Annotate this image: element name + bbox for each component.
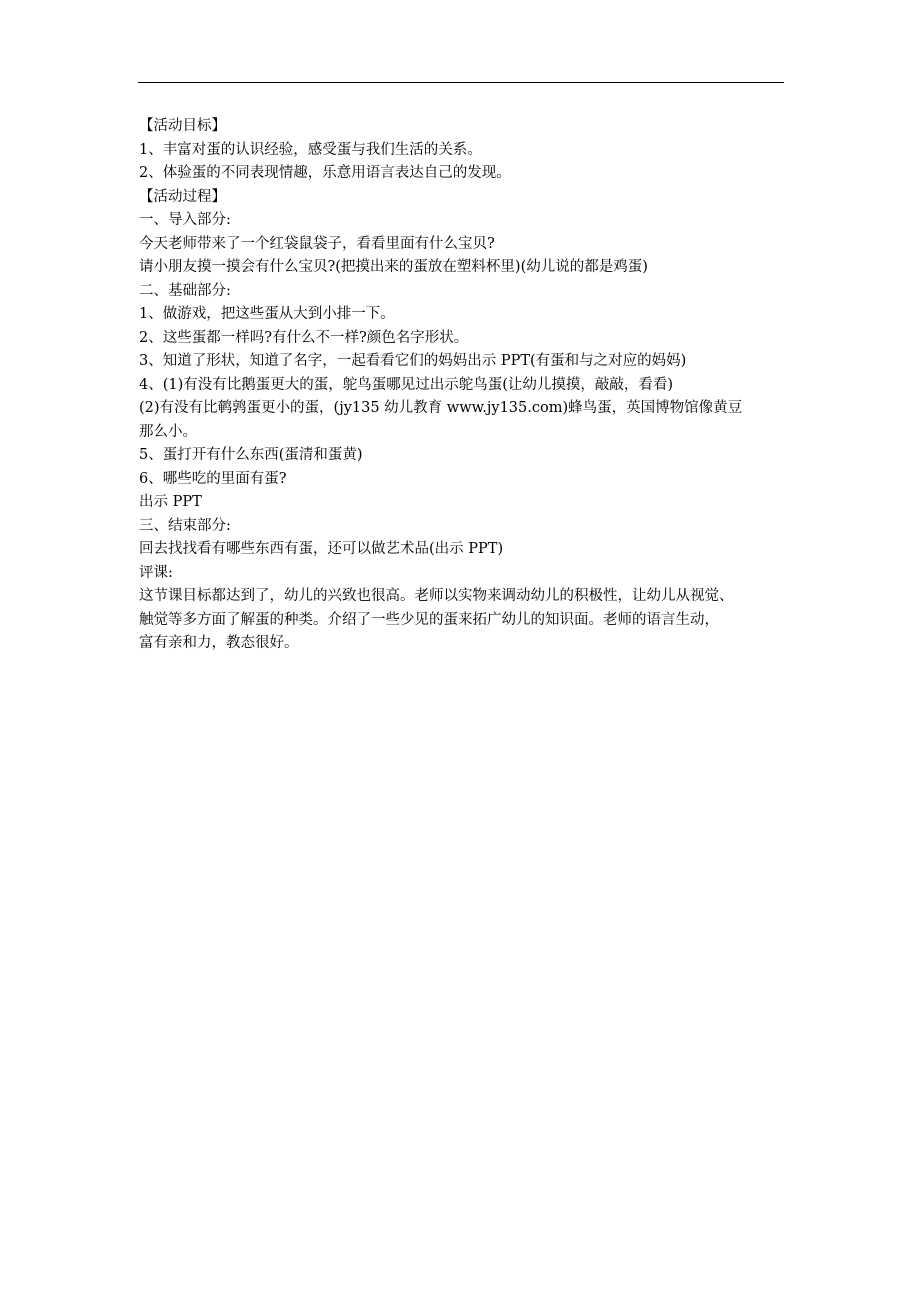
subsection-ending: 三、结束部分: <box>139 517 231 534</box>
list-item: 3、知道了形状，知道了名字，一起看看它们的妈妈出示 PPT(有蛋和与之对应的妈妈) <box>139 353 687 369</box>
list-item: 4、(1)有没有比鹅蛋更大的蛋，鸵鸟蛋哪见过出示鸵鸟蛋(让幼儿摸摸，敲敲，看看) <box>139 376 674 393</box>
list-item-continued: 那么小。 <box>139 423 197 440</box>
subsection-basic: 二、基础部分: <box>139 282 231 299</box>
list-item: 2、这些蛋都一样吗?有什么不一样?颜色名字形状。 <box>139 329 469 346</box>
list-item: 1、做游戏，把这些蛋从大到小排一下。 <box>139 306 395 322</box>
section-heading-goals: 【活动目标】 <box>139 118 226 134</box>
paragraph-line: 出示 PPT <box>139 494 202 510</box>
goal-item-2: 2、体验蛋的不同表现情趣，乐意用语言表达自己的发现。 <box>139 165 511 181</box>
section-heading-process: 【活动过程】 <box>139 188 226 205</box>
list-item: 5、蛋打开有什么东西(蛋清和蛋黄) <box>139 447 363 463</box>
paragraph-line: 今天老师带来了一个红袋鼠袋子，看看里面有什么宝贝? <box>139 235 495 252</box>
review-paragraph-line: 触觉等多方面了解蛋的种类。介绍了一些少见的蛋来拓广幼儿的知识面。老师的语言生动， <box>139 611 719 628</box>
document-body <box>139 115 789 656</box>
goal-item-1: 1、丰富对蛋的认识经验，感受蛋与我们生活的关系。 <box>139 141 482 158</box>
list-item: 6、哪些吃的里面有蛋? <box>139 470 287 487</box>
review-paragraph-line: 这节课目标都达到了，幼儿的兴致也很高。老师以实物来调动幼儿的积极性，让幼儿从视觉、 <box>139 588 734 604</box>
list-item-continued: (2)有没有比鹌鹑蛋更小的蛋，(jy135 幼儿教育 www.jy135.com)蜂鸟蛋，英国博物馆像黄豆 <box>139 400 743 416</box>
review-heading: 评课: <box>139 564 173 581</box>
paragraph-line: 请小朋友摸一摸会有什么宝贝?(把摸出来的蛋放在塑料杯里)(幼儿说的都是鸡蛋) <box>139 259 648 275</box>
header-rule <box>138 82 784 83</box>
subsection-intro: 一、导入部分: <box>139 212 231 228</box>
review-paragraph-line: 富有亲和力，教态很好。 <box>139 635 299 651</box>
paragraph-line: 回去找找看有哪些东西有蛋，还可以做艺术品(出示 PPT) <box>139 541 504 557</box>
